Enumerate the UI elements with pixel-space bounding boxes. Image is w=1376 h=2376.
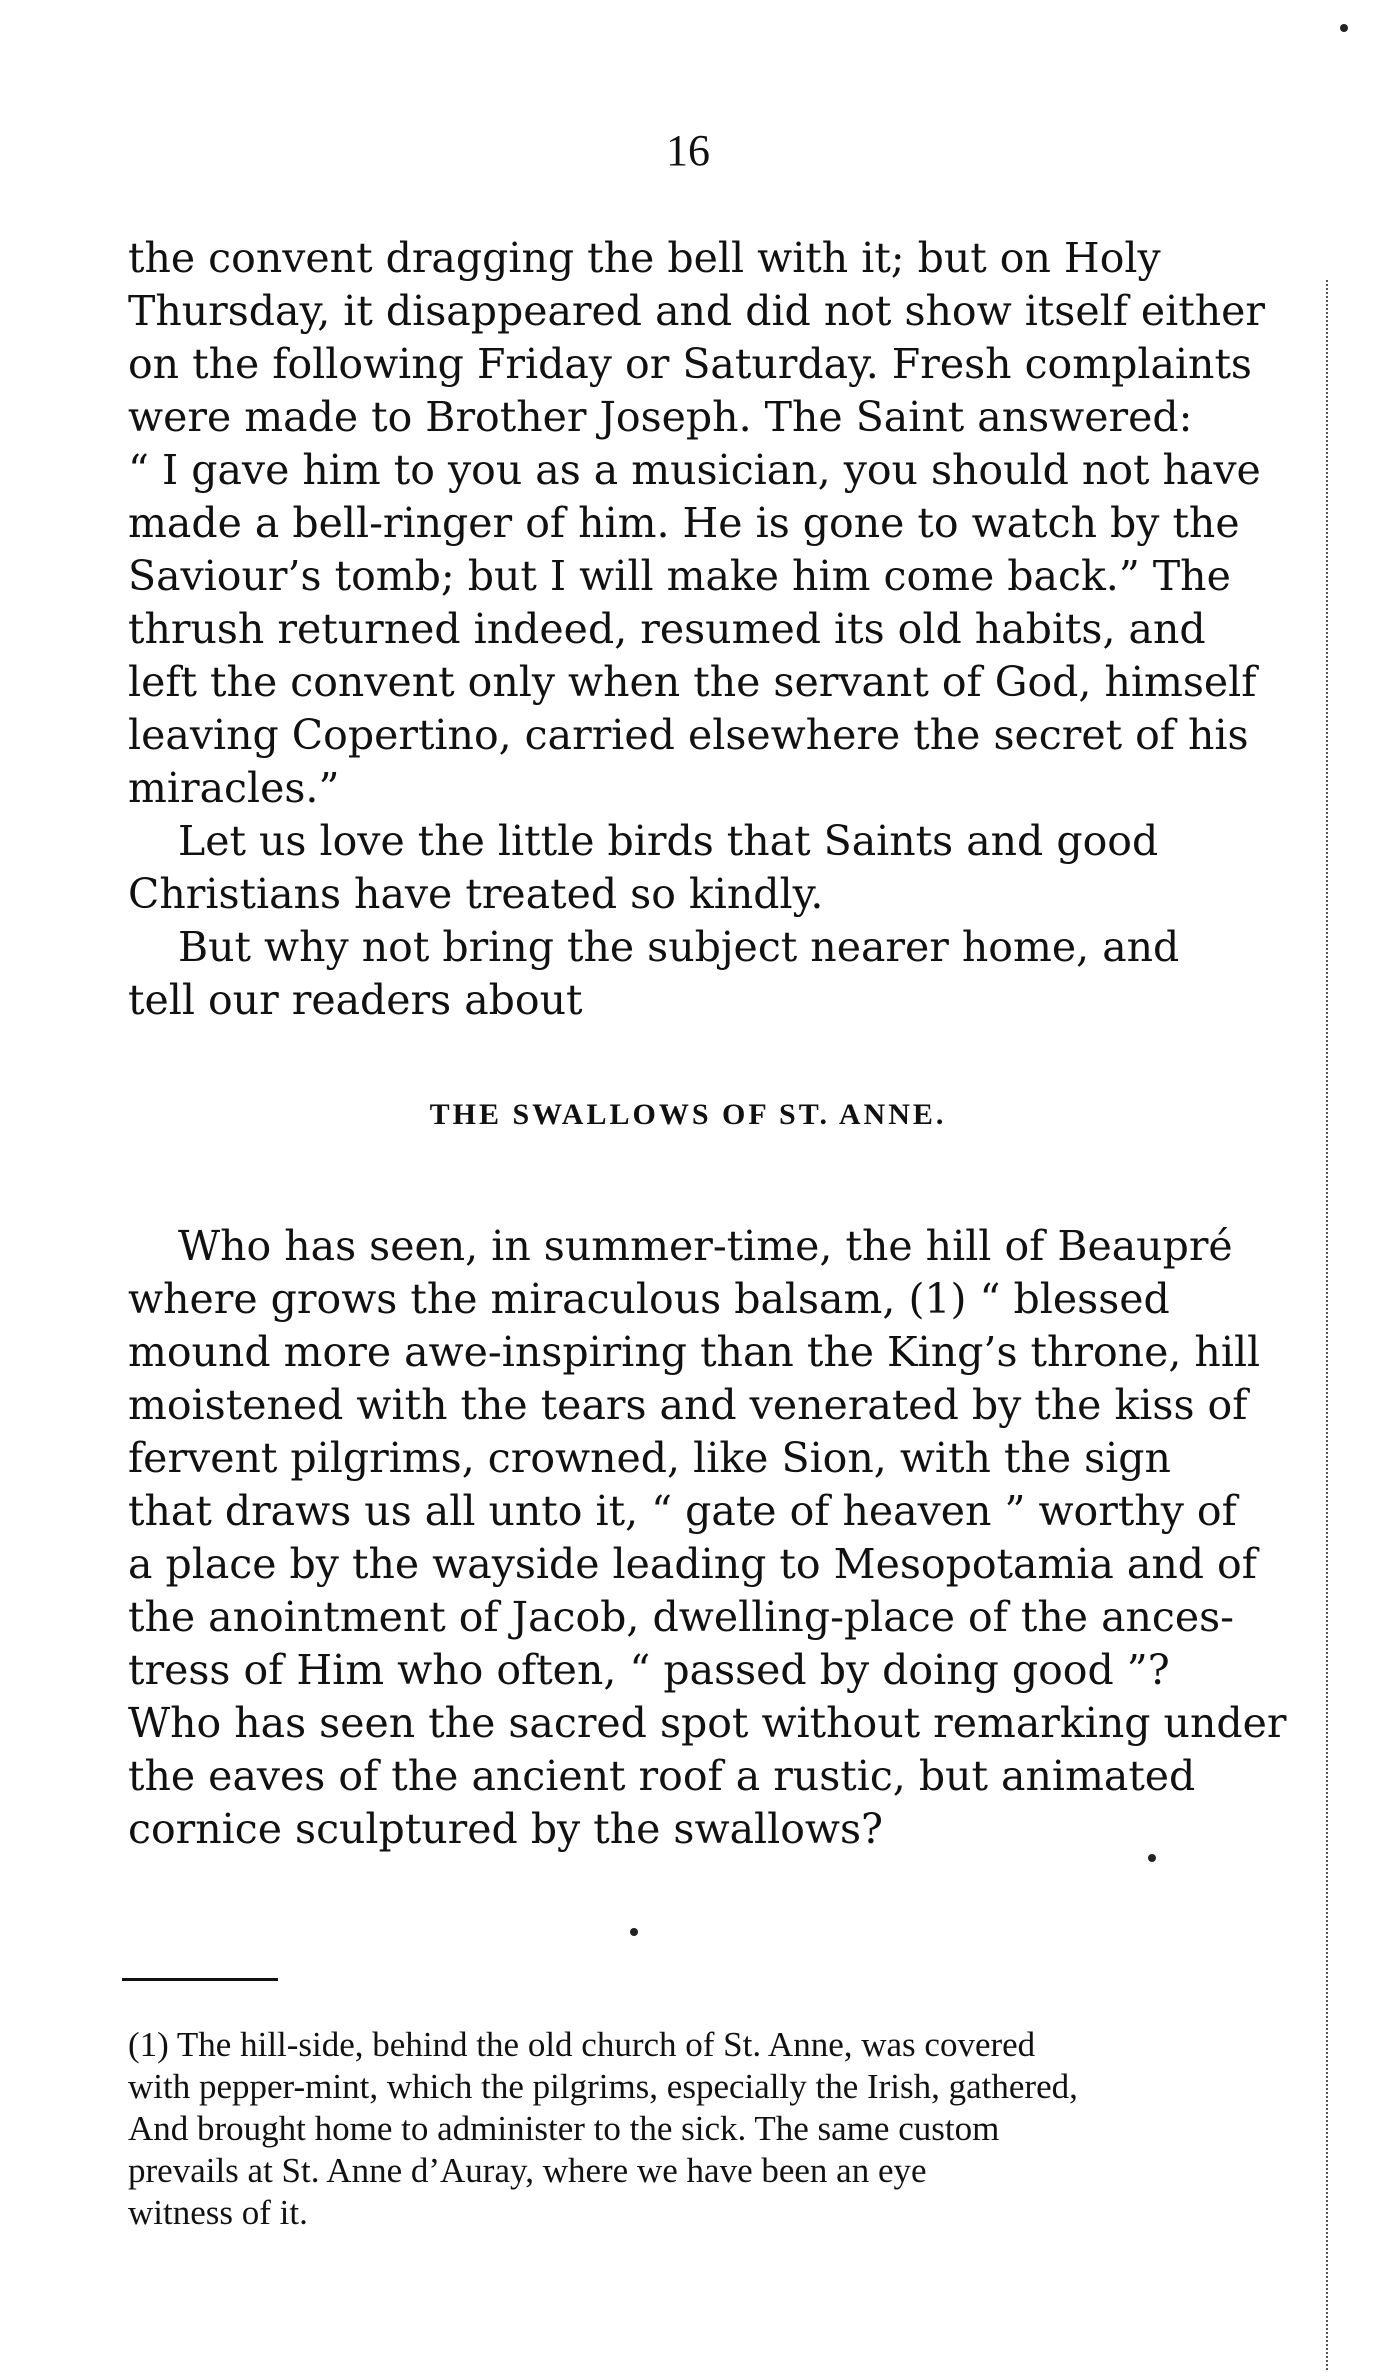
text-line: Christians have treated so kindly.: [128, 870, 824, 918]
footnote-line: with pepper-mint, which the pilgrims, especially the Irish, gathered,: [128, 2067, 1078, 2106]
text-line: Who has seen the sacred spot without remarking under: [128, 1699, 1287, 1747]
text-line: that draws us all unto it, “ gate of heaven ” worthy of: [128, 1487, 1237, 1535]
text-line: tell our readers about: [128, 976, 583, 1024]
paragraph-block-thrush: [128, 232, 1328, 1027]
paragraph-block-swallows: [128, 1220, 1328, 1856]
text-line: miracles.”: [128, 764, 340, 812]
text-line: thrush returned indeed, resumed its old habits, and: [128, 605, 1206, 653]
text-line: tress of Him who often, “ passed by doing good ”?: [128, 1646, 1170, 1694]
scan-speck: [1340, 24, 1348, 32]
text-line: mound more awe-inspiring than the King’s throne, hill: [128, 1328, 1261, 1376]
text-line: the convent dragging the bell with it; but on Holy: [128, 234, 1161, 282]
footnote: [128, 2024, 1328, 2234]
page-edge-marks: [1326, 280, 1334, 2370]
page-number: 16: [666, 126, 710, 175]
text-line: Who has seen, in summer-time, the hill of Beaupré: [178, 1222, 1233, 1270]
text-line: Saviour’s tomb; but I will make him come back.” The: [128, 552, 1231, 600]
text-line: were made to Brother Joseph. The Saint answered:: [128, 393, 1193, 441]
footnote-line: prevails at St. Anne d’Auray, where we have been an eye: [128, 2151, 927, 2190]
scan-speck: [1148, 1854, 1156, 1862]
text-line: “ I gave him to you as a musician, you should not have: [128, 446, 1261, 494]
text-line: on the following Friday or Saturday. Fresh complaints: [128, 340, 1252, 388]
text-line: cornice sculptured by the swallows?: [128, 1805, 884, 1853]
scan-speck: [630, 1928, 638, 1936]
text-line: fervent pilgrims, crowned, like Sion, with the sign: [128, 1434, 1171, 1482]
text-line: moistened with the tears and venerated by the kiss of: [128, 1381, 1248, 1429]
section-heading: THE SWALLOWS OF ST. ANNE.: [429, 1098, 947, 1131]
text-line: a place by the wayside leading to Mesopotamia and of: [128, 1540, 1257, 1588]
text-line: the eaves of the ancient roof a rustic, but animated: [128, 1752, 1196, 1800]
footnote-line: And brought home to administer to the sick. The same custom: [128, 2109, 1000, 2148]
text-line: made a bell-ringer of him. He is gone to watch by the: [128, 499, 1240, 547]
text-line: leaving Copertino, carried elsewhere the secret of his: [128, 711, 1249, 759]
text-line: Let us love the little birds that Saints and good: [178, 817, 1159, 865]
footnote-divider: [122, 1978, 278, 1981]
footnote-line: (1) The hill-side, behind the old church of St. Anne, was covered: [128, 2025, 1036, 2064]
text-line: Thursday, it disappeared and did not show itself either: [128, 287, 1266, 335]
text-line: where grows the miraculous balsam, (1) “ blessed: [128, 1275, 1170, 1323]
text-line: the anointment of Jacob, dwelling-place of the ances-: [128, 1593, 1235, 1641]
text-line: left the convent only when the servant of God, himself: [128, 658, 1257, 706]
footnote-line: witness of it.: [128, 2193, 308, 2232]
text-line: But why not bring the subject nearer home, and: [178, 923, 1180, 971]
